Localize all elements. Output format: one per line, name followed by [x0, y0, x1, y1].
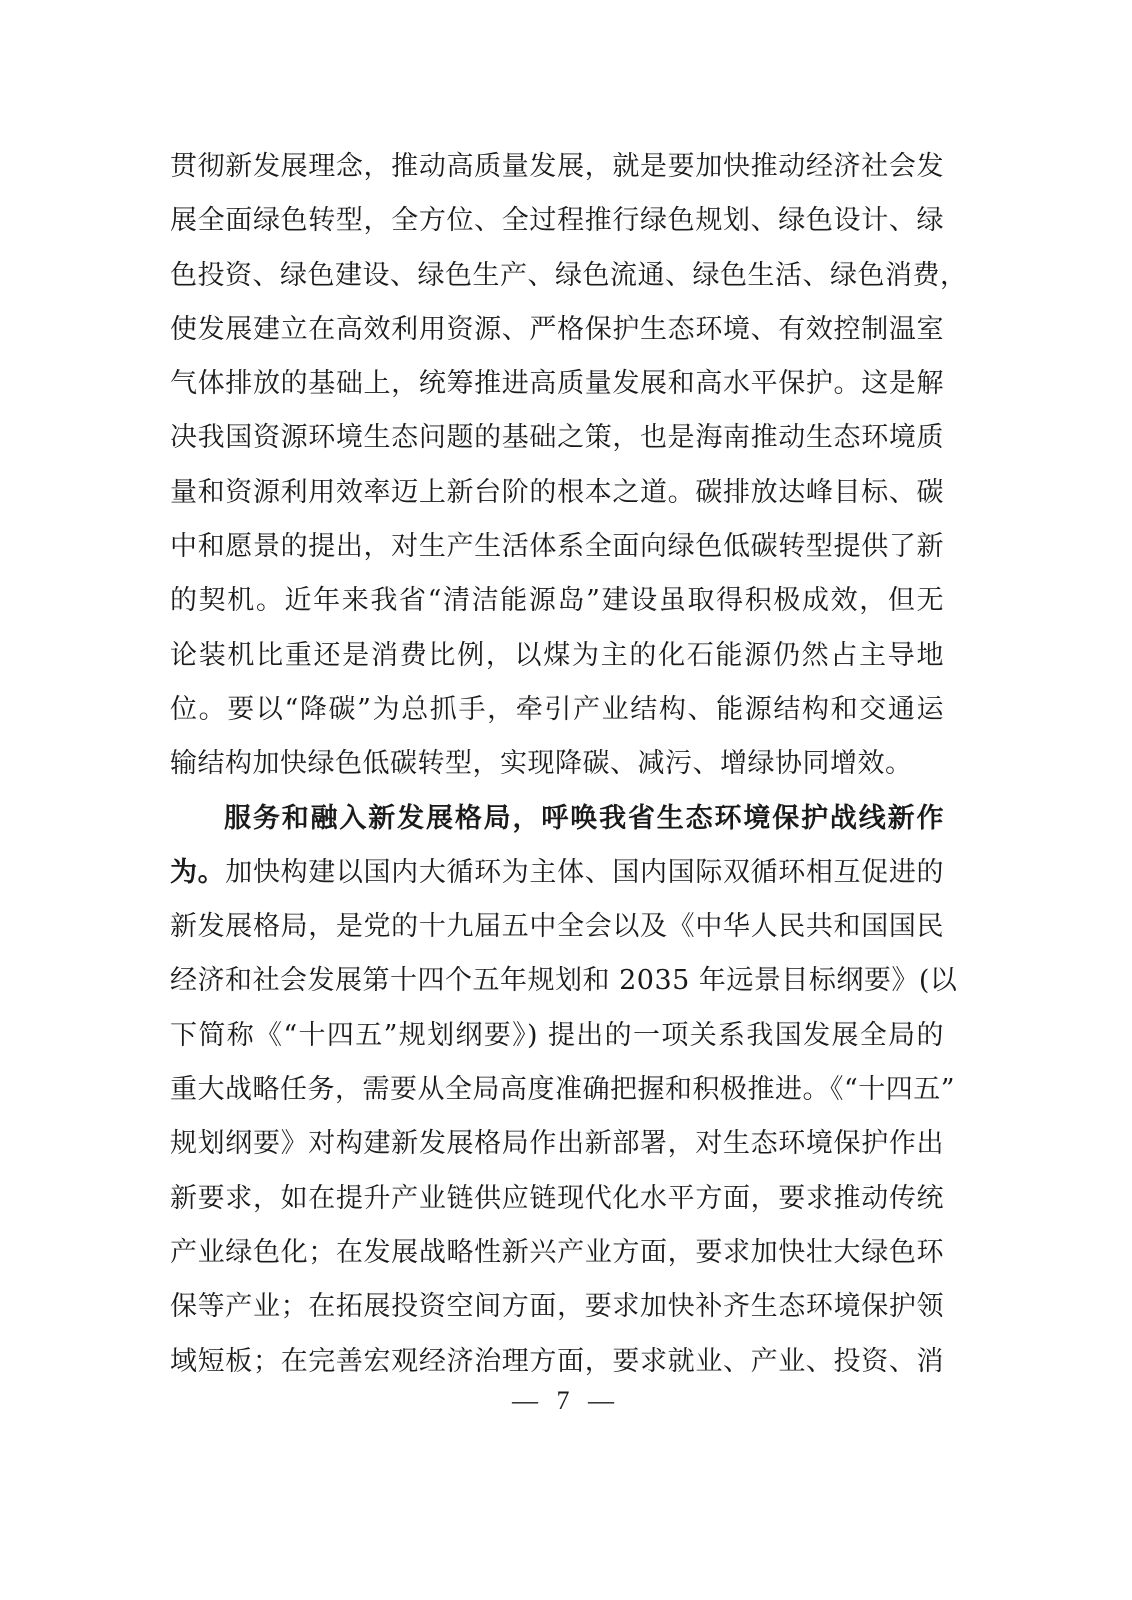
- text-line: 输结构加快绿色低碳转型，实现降碳、减污、增绿协同增效。: [170, 748, 913, 780]
- text-line: 中和愿景的提出，对生产生活体系全面向绿色低碳转型提供了新: [170, 531, 944, 563]
- text-line: 论装机比重还是消费比例，以煤为主的化石能源仍然占主导地: [170, 639, 944, 671]
- text-line: 保等产业；在拓展投资空间方面，要求加快补齐生态环境保护领: [170, 1291, 944, 1323]
- document-body: [170, 140, 968, 1389]
- text-line: 位。要以“降碳”为总抓手，牵引产业结构、能源结构和交通运: [170, 693, 944, 725]
- paragraph-green-transition: [170, 140, 968, 792]
- text-line: 决我国资源环境生态问题的基础之策，也是海南推动生态环境质: [170, 422, 944, 454]
- paragraph-heading-end: 为。: [170, 856, 226, 888]
- text-line: 重大战略任务，需要从全局高度准确把握和积极推进。《“十四五”: [170, 1074, 956, 1106]
- text-line: 新要求，如在提升产业链供应链现代化水平方面，要求推动传统: [170, 1182, 944, 1214]
- text-line: 下简称《“十四五”规划纲要》) 提出的一项关系我国发展全局的: [170, 1019, 944, 1051]
- text-line: 新发展格局，是党的十九届五中全会以及《中华人民共和国国民: [170, 911, 944, 943]
- text-line: 域短板；在完善宏观经济治理方面，要求就业、产业、投资、消: [170, 1345, 944, 1377]
- text-line: 量和资源利用效率迈上新台阶的根本之道。碳排放达峰目标、碳: [170, 476, 944, 508]
- text-line: 使发展建立在高效利用资源、严格保护生态环境、有效控制温室: [170, 313, 944, 345]
- text-line: 色投资、绿色建设、绿色生产、绿色流通、绿色生活、绿色消费，: [170, 259, 968, 291]
- paragraph-new-development-pattern: [170, 792, 958, 1389]
- text-line: 展全面绿色转型，全方位、全过程推行绿色规划、绿色设计、绿: [170, 205, 944, 237]
- text-line-rest: 加快构建以国内大循环为主体、国内国际双循环相互促进的: [225, 856, 944, 888]
- text-line: 产业绿色化；在发展战略性新兴产业方面，要求加快壮大绿色环: [170, 1236, 944, 1268]
- text-line: 的契机。近年来我省“清洁能源岛”建设虽取得积极成效，但无: [170, 585, 944, 617]
- text-line: 气体排放的基础上，统筹推进高质量发展和高水平保护。这是解: [170, 368, 944, 400]
- text-line: 规划纲要》对构建新发展格局作出新部署，对生态环境保护作出: [170, 1128, 944, 1160]
- text-line: 经济和社会发展第十四个五年规划和 2035 年远景目标纲要》(以: [170, 965, 958, 997]
- paragraph-heading: 服务和融入新发展格局，呼唤我省生态环境保护战线新作: [224, 802, 944, 834]
- page-number: — 7 —: [512, 1386, 620, 1415]
- text-line: 贯彻新发展理念，推动高质量发展，就是要加快推动经济社会发: [170, 151, 944, 182]
- text-line: [170, 846, 944, 900]
